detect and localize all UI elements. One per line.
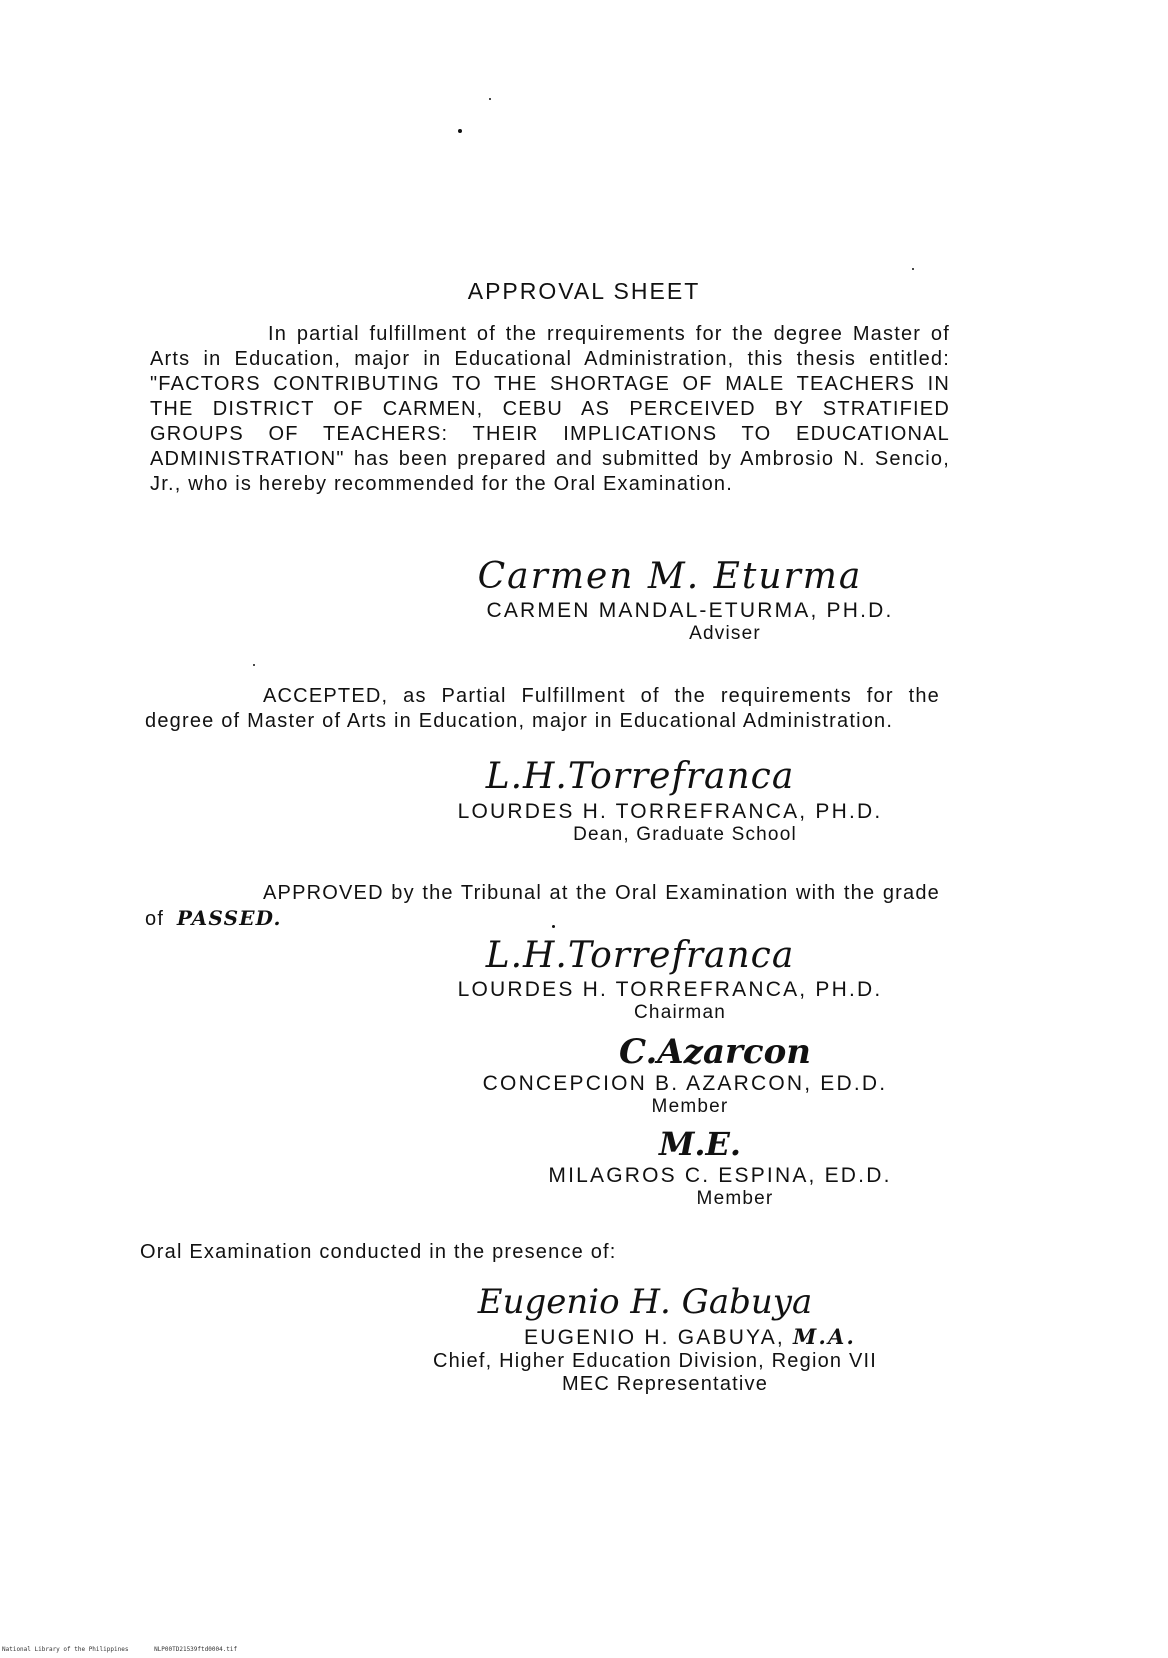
dean-name: LOURDES H. TORREFRANCA, PH.D. — [457, 800, 883, 823]
dean-role: Dean, Graduate School — [573, 824, 797, 845]
member1-signature: C.Azarcon — [618, 1032, 812, 1072]
representative-signature: Eugenio H. Gabuya — [477, 1282, 813, 1322]
member1-role: Member — [651, 1096, 729, 1117]
scan-footer — [2, 1646, 259, 1653]
representative-degree: M.A. — [793, 1324, 856, 1349]
representative-signature-block — [360, 1280, 950, 1396]
representative-role: Chief, Higher Education Division, Region VII — [432, 1350, 878, 1372]
representative-role2: MEC Representative — [561, 1373, 769, 1395]
chairman-signature: L.H.Torrefranca — [485, 935, 795, 976]
chairman-role: Chairman — [634, 1002, 726, 1023]
speck — [489, 98, 491, 100]
chairman-signature-block — [390, 934, 950, 1024]
member2-name: MILAGROS C. ESPINA, ED.D. — [548, 1164, 892, 1187]
member2-role: Member — [696, 1188, 774, 1209]
representative-name: EUGENIO H. GABUYA, — [524, 1326, 785, 1349]
footer-file: NLP00TD21539ftd0004.tif — [154, 1646, 238, 1653]
adviser-signature-block — [430, 555, 950, 645]
acceptance-text: ACCEPTED, as Partial Fulfillment of the requirements for the degree of Master of Arts in Education, major in Educational Administration. — [145, 685, 940, 732]
approval-text: APPROVED by the Tribunal at the Oral Examination with the grade of — [145, 882, 940, 930]
recommendation-text: In partial fulfillment of the rrequirements for the degree Master of Arts in Education, major in Educational Administration, this thesis entitled: "FACTORS CONTRIBUTING TO THE SHORTAGE OF MALE TEACHERS IN THE DISTRICT OF CARMEN, CEBU AS PERCEIVED BY STRATIFIED GROUPS OF TEACHERS: THEIR IMPLICATIONS TO EDUCATIONAL ADMINISTRATION" has been prepared and submitted by Ambrosio N. Sencio, Jr., who is hereby recommended for the Oral Examination. — [150, 323, 950, 495]
approval-paragraph — [145, 881, 940, 932]
speck — [912, 268, 914, 270]
adviser-role: Adviser — [689, 623, 761, 644]
grade-handwritten: PASSED. — [176, 906, 282, 930]
member2-signature-block — [490, 1124, 950, 1210]
recommendation-paragraph — [150, 322, 950, 497]
presence-paragraph: Oral Examination conducted in the presence of: — [140, 1241, 617, 1263]
member2-signature: M.E. — [658, 1125, 742, 1163]
speck — [253, 664, 255, 666]
adviser-signature: Carmen M. Eturma — [477, 556, 863, 597]
acceptance-paragraph — [145, 684, 940, 734]
adviser-name: CARMEN MANDAL-ETURMA, PH.D. — [486, 599, 894, 622]
member1-name: CONCEPCION B. AZARCON, ED.D. — [482, 1072, 888, 1095]
page-title: APPROVAL SHEET — [467, 278, 701, 304]
footer-library: National Library of the Philippines — [2, 1646, 129, 1653]
dean-signature: L.H.Torrefranca — [485, 756, 795, 797]
chairman-name: LOURDES H. TORREFRANCA, PH.D. — [457, 978, 883, 1001]
speck — [458, 129, 462, 133]
member1-signature-block — [420, 1032, 950, 1118]
dean-signature-block — [390, 754, 950, 846]
representative-name-line — [430, 1324, 950, 1350]
